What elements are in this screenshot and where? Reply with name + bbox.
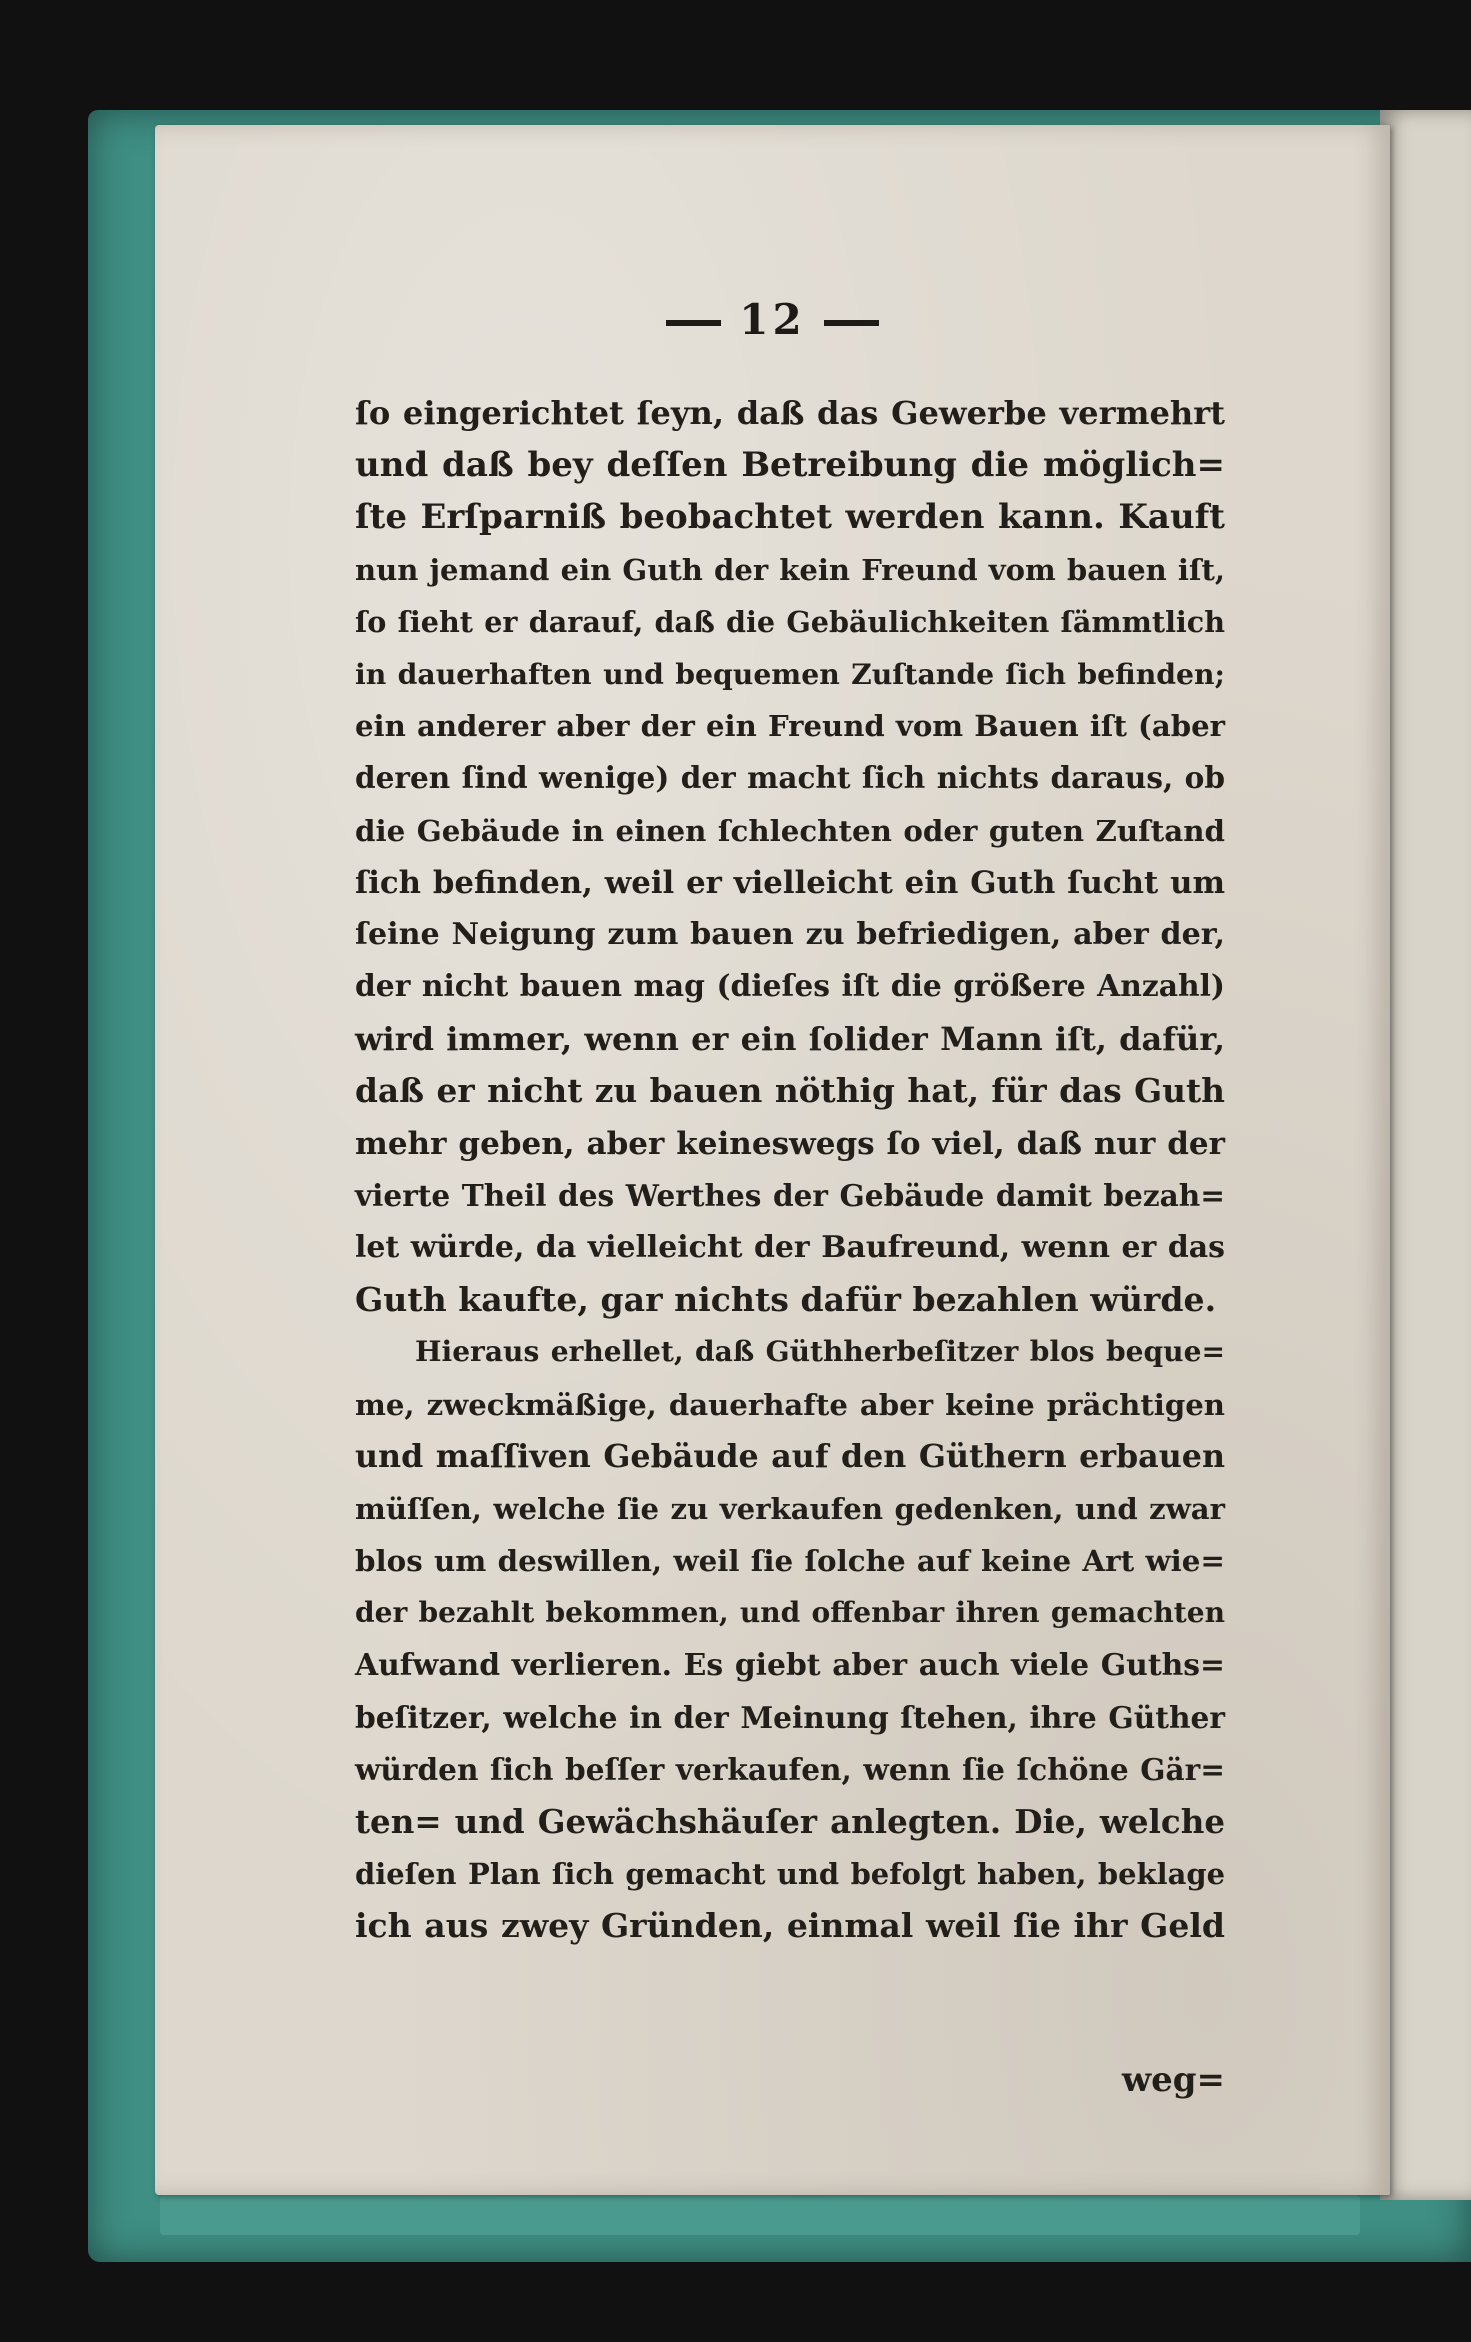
- text-line: in dauerhaften und bequemen Zuſtande ſich befinden;: [355, 656, 1225, 691]
- text-line: der bezahlt bekommen, und offenbar ihren gemachten: [355, 1596, 1225, 1630]
- text-line: und daß bey deſſen Betreibung die möglich=: [355, 445, 1225, 486]
- text-line: ſo eingerichtet ſeyn, daß das Gewerbe vermehrt: [355, 394, 1225, 432]
- text-line: ich aus zwey Gründen, einmal weil ſie ihr Geld: [355, 1906, 1225, 1946]
- text-line: daß er nicht zu bauen nöthig hat, für das Guth: [355, 1071, 1225, 1111]
- text-line: ſeine Neigung zum bauen zu befriedigen, aber der,: [355, 916, 1225, 952]
- header-dash-right: [824, 320, 879, 326]
- cover-bottom-edge: [160, 2195, 1360, 2235]
- text-line: ten= und Gewächshäuſer anlegten. Die, welche: [355, 1802, 1225, 1842]
- text-line: vierte Theil des Werthes der Gebäude damit bezah=: [355, 1177, 1225, 1213]
- text-line: ſte Erſparniß beobachtet werden kann. Kauft: [355, 497, 1225, 538]
- text-line: deren ſind wenige) der macht ſich nichts daraus, ob: [355, 760, 1225, 796]
- text-line: wird immer, wenn er ein ſolider Mann iſt, dafür,: [355, 1020, 1225, 1059]
- page-header: [155, 295, 1390, 344]
- text-line: müſſen, welche ſie zu verkaufen gedenken, und zwar: [355, 1491, 1225, 1526]
- text-line: ein anderer aber der ein Freund vom Bauen iſt (aber: [355, 709, 1225, 744]
- text-line: mehr geben, aber keineswegs ſo viel, daß nur der: [355, 1125, 1225, 1162]
- book-page: [155, 125, 1390, 2195]
- text-line: nun jemand ein Guth der kein Freund vom bauen iſt,: [355, 552, 1225, 587]
- header-dash-left: [666, 320, 721, 326]
- text-line: ſo ſieht er darauf, daß die Gebäulichkeiten ſämmtlich: [355, 604, 1225, 639]
- text-line: ſich befinden, weil er vielleicht ein Guth ſucht um: [355, 864, 1225, 901]
- body-text: [355, 387, 1225, 1953]
- text-line: der nicht bauen mag (dieſes iſt die größere Anzahl): [355, 969, 1225, 1005]
- text-line: Guth kaufte, gar nichts dafür bezahlen würde.: [355, 1280, 1217, 1320]
- text-line: die Gebäude in einen ſchlechten oder guten Zuſtand: [355, 813, 1225, 848]
- text-line: und maſſiven Gebäude auf den Güthern erbauen: [355, 1437, 1225, 1475]
- text-line: Aufwand verlieren. Es giebt aber auch viele Guths=: [355, 1647, 1225, 1683]
- text-line: würden ſich beſſer verkaufen, wenn ſie ſchöne Gär=: [355, 1751, 1225, 1787]
- text-line: dieſen Plan ſich gemacht und befolgt haben, beklage: [355, 1857, 1225, 1892]
- text-line: Hieraus erhellet, daß Güthherbeſitzer blos beque=: [415, 1335, 1225, 1369]
- text-line: beſitzer, welche in der Meinung ſtehen, ihre Güther: [355, 1699, 1225, 1735]
- text-line: blos um deswillen, weil ſie ſolche auf keine Art wie=: [355, 1543, 1225, 1579]
- adjacent-page-edge: [1380, 110, 1471, 2200]
- catchword: weg=: [1121, 2060, 1225, 2100]
- page-number: 12: [739, 295, 806, 344]
- text-line: me, zweckmäßige, dauerhafte aber keine prächtigen: [355, 1387, 1225, 1422]
- text-line: let würde, da vielleicht der Baufreund, wenn er das: [355, 1230, 1225, 1265]
